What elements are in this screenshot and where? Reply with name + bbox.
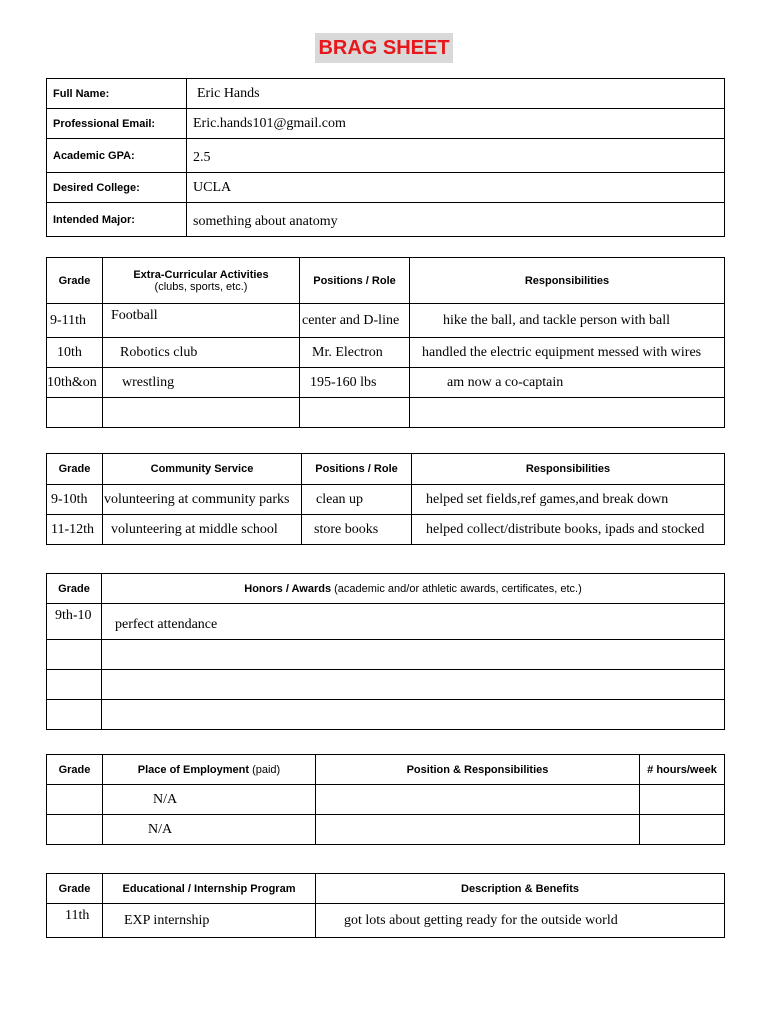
ha-award-cell[interactable] — [102, 670, 725, 700]
emp-place-header-note: (paid) — [252, 763, 281, 776]
table-row — [47, 785, 725, 815]
emp-hours-cell[interactable] — [640, 815, 725, 845]
email-value[interactable]: Eric.hands101@gmail.com — [187, 109, 725, 139]
edu-program-cell[interactable]: EXP internship — [103, 904, 316, 938]
ec-activity-cell[interactable]: wrestling — [103, 368, 300, 398]
ec-grade-cell[interactable]: 10th&on — [47, 368, 103, 398]
ec-position-cell[interactable]: 195-160 lbs — [300, 368, 410, 398]
ha-honors-header-title: Honors / Awards — [244, 582, 332, 595]
full-name-label: Full Name: — [47, 79, 187, 109]
major-label: Intended Major: — [47, 203, 187, 237]
table-row — [47, 304, 725, 338]
edu-grade-cell[interactable]: 11th — [47, 904, 103, 938]
employment-table — [46, 754, 725, 845]
employment-header-row — [47, 755, 725, 785]
extracurricular-table — [46, 257, 725, 428]
table-row — [47, 815, 725, 845]
ha-honors-header — [102, 574, 725, 604]
emp-place-cell[interactable]: N/A — [103, 815, 316, 845]
ec-grade-cell[interactable]: 9-11th — [47, 304, 103, 338]
emp-grade-header: Grade — [47, 755, 103, 785]
ha-grade-cell[interactable] — [47, 640, 102, 670]
ec-activity-header-title: Extra-Curricular Activities — [133, 268, 269, 281]
ha-honors-header-note: (academic and/or athletic awards, certificates, etc.) — [334, 582, 582, 595]
ec-position-cell[interactable]: center and D-line — [300, 304, 410, 338]
table-row — [47, 604, 725, 640]
ec-activity-cell[interactable] — [103, 398, 300, 428]
emp-position-header: Position & Responsibilities — [316, 755, 640, 785]
edu-description-header: Description & Benefits — [316, 874, 725, 904]
gpa-label: Academic GPA: — [47, 139, 187, 173]
table-row — [47, 338, 725, 368]
honors-header-row — [47, 574, 725, 604]
community-service-table — [46, 453, 725, 545]
honors-awards-table — [46, 573, 725, 730]
cs-position-header: Positions / Role — [302, 454, 412, 485]
cs-grade-header: Grade — [47, 454, 103, 485]
ec-position-header: Positions / Role — [300, 258, 410, 304]
table-row — [47, 700, 725, 730]
ec-responsibilities-cell[interactable]: am now a co-captain — [410, 368, 725, 398]
ec-grade-cell[interactable] — [47, 398, 103, 428]
table-row — [47, 368, 725, 398]
gpa-value[interactable]: 2.5 — [187, 139, 725, 173]
ha-award-cell[interactable] — [102, 640, 725, 670]
ec-activity-cell[interactable]: Robotics club — [103, 338, 300, 368]
emp-grade-cell[interactable] — [47, 815, 103, 845]
full-name-value[interactable]: Eric Hands — [187, 79, 725, 109]
emp-position-cell[interactable] — [316, 785, 640, 815]
table-row — [47, 485, 725, 515]
cs-grade-cell[interactable]: 11-12th — [47, 515, 103, 545]
cs-grade-cell[interactable]: 9-10th — [47, 485, 103, 515]
info-row-gpa — [47, 139, 725, 173]
education-internship-table — [46, 873, 725, 938]
ec-grade-cell[interactable]: 10th — [47, 338, 103, 368]
info-row-major — [47, 203, 725, 237]
edu-grade-header: Grade — [47, 874, 103, 904]
education-header-row — [47, 874, 725, 904]
ha-grade-cell[interactable]: 9th-10 — [47, 604, 102, 640]
personal-info-table — [46, 78, 725, 237]
cs-position-cell[interactable]: clean up — [302, 485, 412, 515]
info-row-college — [47, 173, 725, 203]
page-title: BRAG SHEET — [315, 33, 452, 63]
cs-responsibilities-cell[interactable]: helped set fields,ref games,and break down — [412, 485, 725, 515]
community-header-row — [47, 454, 725, 485]
ec-responsibilities-cell[interactable]: handled the electric equipment messed with wires — [410, 338, 725, 368]
ec-position-cell[interactable] — [300, 398, 410, 428]
ec-responsibilities-cell[interactable]: hike the ball, and tackle person with ball — [410, 304, 725, 338]
ha-grade-cell[interactable] — [47, 670, 102, 700]
ec-activity-header-sub: (clubs, sports, etc.) — [154, 280, 248, 293]
cs-service-cell[interactable]: volunteering at community parks — [103, 485, 302, 515]
cs-responsibilities-cell[interactable]: helped collect/distribute books, ipads and stocked — [412, 515, 725, 545]
ec-activity-header — [103, 258, 300, 304]
extracurricular-header-row — [47, 258, 725, 304]
table-row — [47, 670, 725, 700]
ec-responsibilities-header: Responsibilities — [410, 258, 725, 304]
edu-program-header: Educational / Internship Program — [103, 874, 316, 904]
cs-responsibilities-header: Responsibilities — [412, 454, 725, 485]
table-row — [47, 640, 725, 670]
ha-grade-cell[interactable] — [47, 700, 102, 730]
major-value[interactable]: something about anatomy — [187, 203, 725, 237]
table-row — [47, 398, 725, 428]
ha-award-cell[interactable] — [102, 700, 725, 730]
table-row — [47, 515, 725, 545]
emp-position-cell[interactable] — [316, 815, 640, 845]
cs-service-header: Community Service — [103, 454, 302, 485]
ec-responsibilities-cell[interactable] — [410, 398, 725, 428]
ec-activity-cell[interactable]: Football — [103, 304, 300, 338]
emp-grade-cell[interactable] — [47, 785, 103, 815]
emp-hours-header: # hours/week — [640, 755, 725, 785]
ec-position-cell[interactable]: Mr. Electron — [300, 338, 410, 368]
cs-position-cell[interactable]: store books — [302, 515, 412, 545]
ha-grade-header: Grade — [47, 574, 102, 604]
emp-place-header — [103, 755, 316, 785]
emp-hours-cell[interactable] — [640, 785, 725, 815]
ha-award-cell[interactable]: perfect attendance — [102, 604, 725, 640]
college-value[interactable]: UCLA — [187, 173, 725, 203]
emp-place-cell[interactable]: N/A — [103, 785, 316, 815]
emp-place-header-title: Place of Employment — [137, 763, 250, 776]
info-row-full-name — [47, 79, 725, 109]
table-row — [47, 904, 725, 938]
college-label: Desired College: — [47, 173, 187, 203]
title-wrap — [0, 33, 768, 63]
ec-grade-header: Grade — [47, 258, 103, 304]
edu-description-cell[interactable]: got lots about getting ready for the outside world — [316, 904, 725, 938]
info-row-email — [47, 109, 725, 139]
email-label: Professional Email: — [47, 109, 187, 139]
cs-service-cell[interactable]: volunteering at middle school — [103, 515, 302, 545]
